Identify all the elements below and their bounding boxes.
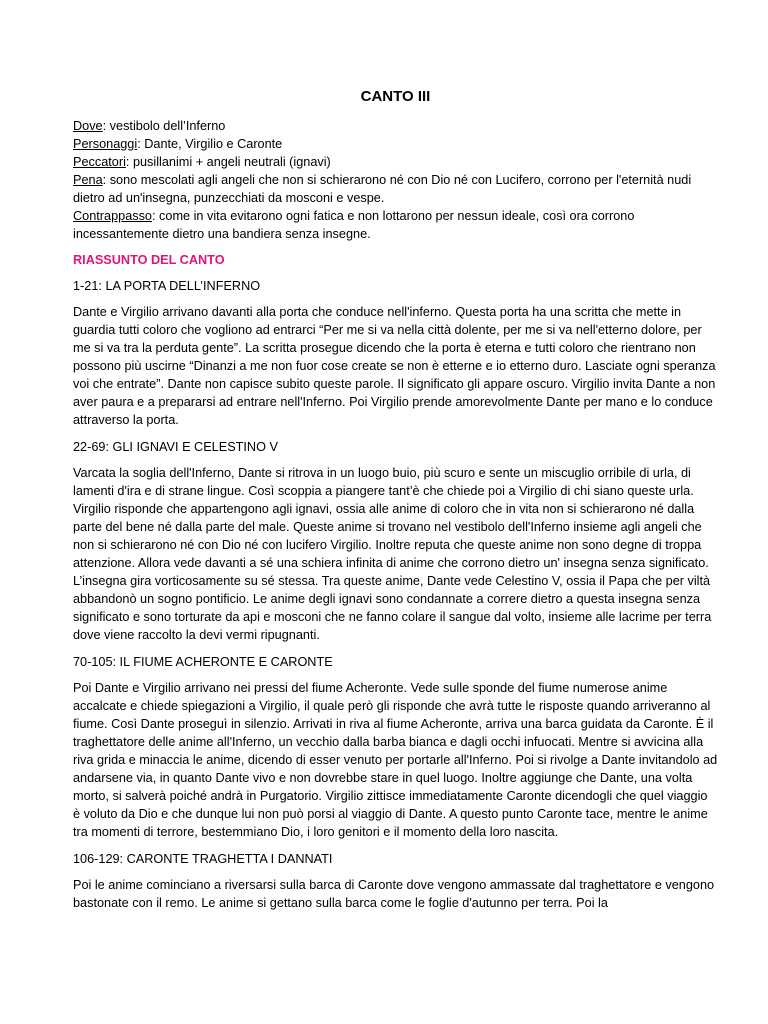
meta-sep: : xyxy=(102,173,107,187)
section-paragraph: Poi le anime cominciano a riversarsi sulla barca di Caronte dove vengono ammassate dal traghettatore e vengono bastonate con il remo. Le anime si gettano sulla barca come le foglie d'autunno per terra. Poi la xyxy=(73,878,715,910)
meta-key: Personaggi xyxy=(73,137,138,151)
meta-sep: : xyxy=(152,209,156,223)
metadata-block xyxy=(73,117,718,243)
meta-key: Contrappasso xyxy=(73,209,152,223)
meta-line-pena xyxy=(73,171,718,207)
meta-line-peccatori xyxy=(73,153,718,171)
meta-value: come in vita evitarono ogni fatica e non lottarono per nessun ideale, così ora corrono incessantemente dietro una bandiera senza insegne. xyxy=(73,209,635,241)
meta-sep: : xyxy=(125,155,130,169)
section-paragraph: Varcata la soglia dell'Inferno, Dante si ritrova in un luogo buio, più scuro e sente un miscuglio orribile di urla, di lamenti d'ira e di strane lingue. Così scoppia a piangere tant’è che chiede poi a Virgilio di chi siano queste urla. Virgilio risponde che appartengono agli ignavi, ossia alle anime di coloro che in vita non si schierarono né dalla parte del bene né dalla parte del male. Queste anime si trovano nel vestibolo dell'Inferno insieme agli angeli che non si schierarono né con Dio né con lucifero Virgilio. Inoltre reputa che queste anime non sono degne di troppa attenzione. Allora vede davanti a sé una schiera infinita di anime che corrono dietro un' insegna senza significato. L’insegna gira vorticosamente su sé stessa. Tra queste anime, Dante vede Celestino V, ossia il Papa che per viltà abbandonò un sogno pontificio. Le anime degli ignavi sono condannate a correre dietro a questa insegna senza significato e sono torturate da api e mosconi che ne fanno colare il sangue dal volto, insieme alle lacrime per terra dove viene raccolto la devi vermi ripugnanti. xyxy=(73,466,712,642)
summary-title: RIASSUNTO DEL CANTO xyxy=(73,253,225,267)
section-heading: 1-21: LA PORTA DELL’INFERNO xyxy=(73,279,261,293)
section-heading: 22-69: GLI IGNAVI E CELESTINO V xyxy=(73,440,278,454)
section-heading: 106-129: CARONTE TRAGHETTA I DANNATI xyxy=(73,852,333,866)
meta-value: vestibolo dell’Inferno xyxy=(106,119,226,133)
meta-line-contrappasso xyxy=(73,207,718,243)
meta-value: pusillanimi + angeli neutrali (ignavi) xyxy=(129,155,331,169)
meta-sep: : xyxy=(102,119,107,133)
meta-line-personaggi xyxy=(73,135,718,153)
meta-value: Dante, Virgilio e Caronte xyxy=(140,137,283,151)
section-heading: 70-105: IL FIUME ACHERONTE E CARONTE xyxy=(73,655,333,669)
meta-sep: : xyxy=(137,137,141,151)
meta-line-dove xyxy=(73,117,718,135)
page-title: CANTO III xyxy=(360,88,431,105)
meta-key: Peccatori xyxy=(73,155,126,169)
meta-value: sono mescolati agli angeli che non si schierarono né con Dio né con Lucifero, corrono per l'eternità nudi dietro ad un'insegna, punzecchiati da mosconi e vespe. xyxy=(73,173,692,205)
section-paragraph: Poi Dante e Virgilio arrivano nei pressi del fiume Acheronte. Vede sulle sponde del fiume numerose anime accalcate e chiede spiegazioni a Virgilio, il quale però gli risponde che avrà tutte le risposte quando arriveranno al fiume. Così Dante proseguì in silenzio. Arrivati in riva al fiume Acheronte, arriva una barca guidata da Caronte. È il traghettatore delle anime all'Inferno, un vecchio dalla barba bianca e dagli occhi infuocati. Mentre si avvicina alla riva grida e minaccia le anime, dicendo di esser venuto per portarle all'Inferno. Poi si rivolge a Dante invitandolo ad andarsene via, in quanto Dante vivo e non dovrebbe stare in quel luogo. Inoltre aggiunge che Dante, una volta morto, si salverà poiché andrà in Purgatorio. Virgilio zittisce immediatamente Caronte dicendogli che quel viaggio è voluto da Dio e che dunque lui non può porsi al viaggio di Dante. A questo punto Caronte tace, mentre le anime tra momenti di terrore, bestemmiano Dio, i loro genitori e il momento della loro nascita. xyxy=(73,681,718,839)
section-paragraph: Dante e Virgilio arrivano davanti alla porta che conduce nell'inferno. Questa porta ha una scritta che mette in guardia tutti coloro che vogliono ad entrarci “Per me si va nella città dolente, per me si va nell'etterno dolore, per me si va tra la perduta gente”. La scritta prosegue dicendo che la porta è eterna e tutti coloro che rientrano non possono più uscirne “Dinanzi a me non fuor cose create se non è etterne e io etterno duro. Lasciate ogni speranza voi che entrate”. Dante non capisce subito queste parole. Il significato gli appare oscuro. Virgilio invita Dante a non aver paura e a prepararsi ad entrare nell'Inferno. Poi Virgilio prende amorevolmente Dante per mano e lo conduce attraverso la porta. xyxy=(73,305,716,427)
meta-key: Dove xyxy=(73,119,103,133)
meta-key: Pena xyxy=(73,173,103,187)
